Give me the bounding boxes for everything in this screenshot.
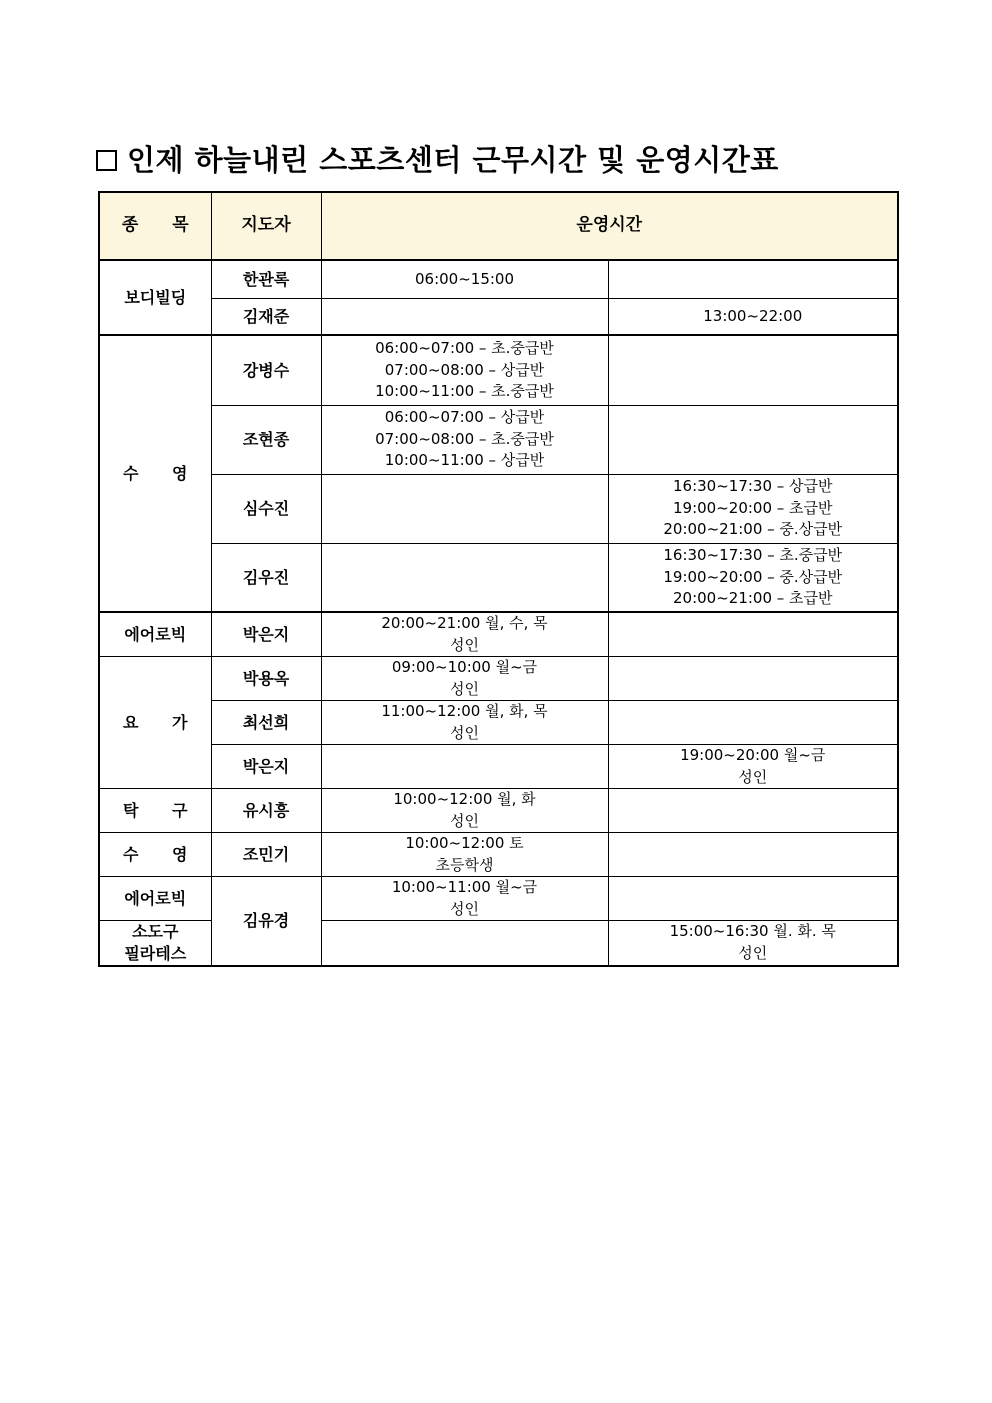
am-cell: 20:00~21:00 월, 수, 목 성인: [321, 612, 608, 657]
am-cell: 06:00~15:00: [321, 260, 608, 298]
am-cell: 10:00~12:00 토 초등학생: [321, 833, 608, 877]
sport-cell: 에어로빅: [99, 612, 211, 657]
am-cell: 06:00~07:00 – 상급반 07:00~08:00 – 초.중급반 10:00~11:00 – 상급반: [321, 405, 608, 474]
pm-cell: [608, 405, 898, 474]
header-sport: 종 목: [99, 192, 211, 260]
coach-cell: 김유경: [211, 877, 321, 966]
coach-cell: 강병수: [211, 335, 321, 405]
pm-cell: [608, 833, 898, 877]
coach-cell: 박은지: [211, 745, 321, 789]
sport-cell: 소도구 필라테스: [99, 921, 211, 966]
sport-cell: 수 영: [99, 833, 211, 877]
pm-cell: 15:00~16:30 월. 화. 목 성인: [608, 921, 898, 966]
sport-cell: 수 영: [99, 335, 211, 612]
am-cell: [321, 474, 608, 543]
coach-cell: 김재준: [211, 298, 321, 335]
coach-cell: 조민기: [211, 833, 321, 877]
table-row: [99, 474, 898, 543]
am-cell: [321, 921, 608, 966]
schedule-table: [98, 191, 899, 967]
table-header-row: [99, 192, 898, 260]
table-row: [99, 260, 898, 298]
table-row: [99, 789, 898, 833]
header-coach: 지도자: [211, 192, 321, 260]
sport-cell: 보디빌딩: [99, 260, 211, 335]
sport-cell: 탁 구: [99, 789, 211, 833]
sport-cell: 에어로빅: [99, 877, 211, 921]
pm-cell: [608, 701, 898, 745]
pm-cell: [608, 789, 898, 833]
am-cell: [321, 543, 608, 612]
pm-cell: 16:30~17:30 – 초.중급반 19:00~20:00 – 중.상급반 20:00~21:00 – 초급반: [608, 543, 898, 612]
coach-cell: 박용옥: [211, 657, 321, 701]
coach-cell: 최선희: [211, 701, 321, 745]
table-row: [99, 745, 898, 789]
coach-cell: 김우진: [211, 543, 321, 612]
coach-cell: 심수진: [211, 474, 321, 543]
pm-cell: 13:00~22:00: [608, 298, 898, 335]
table-row: [99, 405, 898, 474]
table-row: [99, 877, 898, 921]
table-row: [99, 701, 898, 745]
sport-cell: 요 가: [99, 657, 211, 789]
pm-cell: 16:30~17:30 – 상급반 19:00~20:00 – 초급반 20:00~21:00 – 중.상급반: [608, 474, 898, 543]
pm-cell: [608, 877, 898, 921]
coach-cell: 한관록: [211, 260, 321, 298]
checkbox-square-icon: [96, 150, 117, 171]
header-hours: 운영시간: [321, 192, 898, 260]
table-row: [99, 543, 898, 612]
table-row: [99, 657, 898, 701]
pm-cell: [608, 657, 898, 701]
table-row: [99, 335, 898, 405]
pm-cell: 19:00~20:00 월~금 성인: [608, 745, 898, 789]
pm-cell: [608, 335, 898, 405]
am-cell: 06:00~07:00 – 초.중급반 07:00~08:00 – 상급반 10:00~11:00 – 초.중급반: [321, 335, 608, 405]
coach-cell: 박은지: [211, 612, 321, 657]
table-row: [99, 612, 898, 657]
page-title-text: 인제 하늘내린 스포츠센터 근무시간 및 운영시간표: [127, 143, 779, 177]
am-cell: 10:00~11:00 월~금 성인: [321, 877, 608, 921]
coach-cell: 조현종: [211, 405, 321, 474]
table-row: [99, 833, 898, 877]
am-cell: 10:00~12:00 월, 화 성인: [321, 789, 608, 833]
am-cell: [321, 298, 608, 335]
pm-cell: [608, 260, 898, 298]
am-cell: 11:00~12:00 월, 화, 목 성인: [321, 701, 608, 745]
table-row: [99, 298, 898, 335]
pm-cell: [608, 612, 898, 657]
page-title: [96, 138, 779, 179]
am-cell: 09:00~10:00 월~금 성인: [321, 657, 608, 701]
am-cell: [321, 745, 608, 789]
coach-cell: 유시흥: [211, 789, 321, 833]
